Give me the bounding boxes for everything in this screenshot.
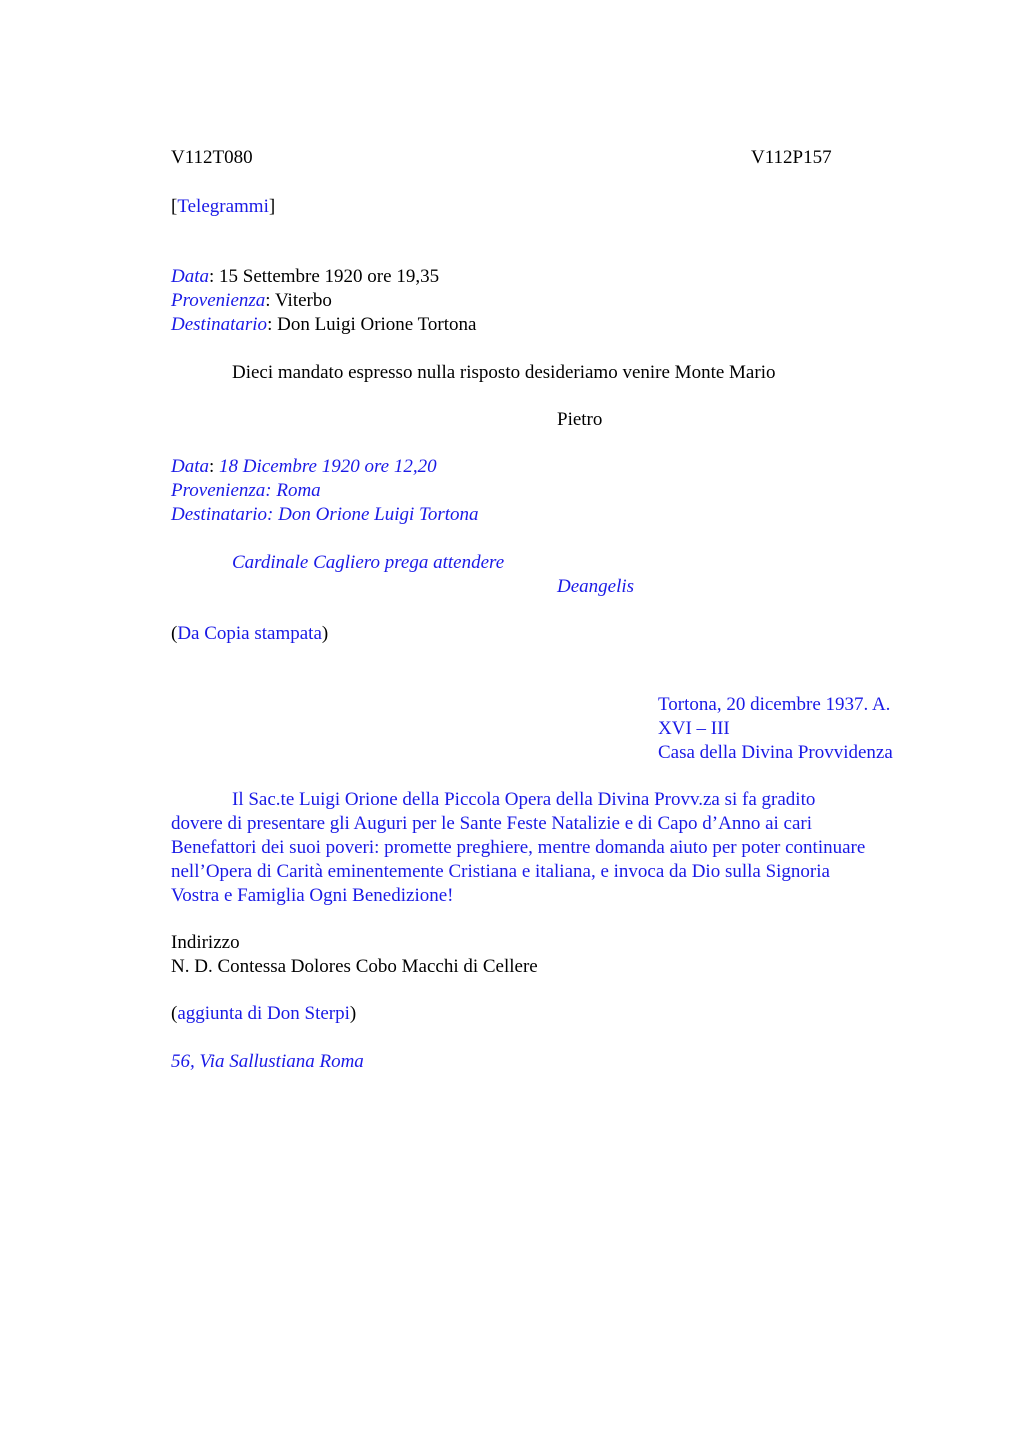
telegram1-provenienza-value: : Viterbo — [265, 290, 332, 311]
telegram1-destinatario-line — [171, 313, 476, 337]
addition-note-close: ) — [349, 1003, 357, 1024]
telegram2-data-value: 18 Dicembre 1920 ore 12,20 — [219, 456, 437, 477]
letter-place-date-line2: XVI – III — [658, 718, 730, 739]
letter-paragraph-line: Vostra e Famiglia Ogni Benedizione! — [171, 885, 454, 906]
letter-place-date-line1: Tortona, 20 dicembre 1937. A. — [658, 694, 891, 715]
telegram1-data-line — [171, 265, 476, 289]
telegram2-data-line — [171, 455, 479, 479]
left-code: V112T080 — [171, 147, 253, 168]
telegram1-destinatario-value: : Don Luigi Orione Tortona — [267, 314, 477, 335]
letter-paragraph — [171, 788, 941, 908]
addition-note — [171, 1002, 356, 1026]
address-block — [171, 931, 538, 979]
letter-paragraph-line: Benefattori dei suoi poveri: promette preghiere, mentre domanda aiuto per poter continuare — [171, 837, 866, 858]
source-note-text: Da Copia stampata — [177, 623, 322, 644]
telegram1-header — [171, 265, 476, 337]
address-label: Indirizzo — [171, 932, 240, 953]
right-code: V112P157 — [751, 147, 832, 168]
telegram1-data-value: : 15 Settembre 1920 ore 19,35 — [209, 266, 440, 287]
telegram1-body: Dieci mandato espresso nulla risposto desideriamo venire Monte Mario — [232, 362, 776, 383]
section-title-text: Telegrammi — [177, 196, 269, 217]
telegram2-header — [171, 455, 479, 527]
telegram1-provenienza-label: Provenienza — [171, 290, 266, 311]
street-address: 56, Via Sallustiana Roma — [171, 1051, 364, 1072]
telegram1-destinatario-label: Destinatario — [171, 314, 268, 335]
telegram1-signature: Pietro — [557, 409, 603, 430]
address-name: N. D. Contessa Dolores Cobo Macchi di Cellere — [171, 956, 538, 977]
letter-institution: Casa della Divina Provvidenza — [658, 742, 893, 763]
section-title-open: [ — [171, 196, 178, 217]
telegram1-provenienza-line — [171, 289, 476, 313]
letter-paragraph-line: Il Sac.te Luigi Orione della Piccola Opera della Divina Provv.za si fa gradito — [232, 789, 816, 810]
telegram2-signature: Deangelis — [557, 576, 635, 597]
telegram2-data-label: Data — [171, 456, 209, 477]
telegram1-data-label: Data — [171, 266, 209, 287]
source-note-close: ) — [321, 623, 329, 644]
letter-paragraph-line: dovere di presentare gli Auguri per le Sante Feste Natalizie e di Capo d’Anno ai cari — [171, 813, 813, 834]
telegram2-provenienza-line: Provenienza: Roma — [171, 480, 321, 501]
telegram2-destinatario-line: Destinatario: Don Orione Luigi Tortona — [171, 504, 479, 525]
addition-note-open: ( — [171, 1003, 178, 1024]
section-title — [171, 195, 275, 219]
source-note — [171, 622, 328, 646]
letter-paragraph-line: nell’Opera di Carità eminentemente Cristiana e italiana, e invoca da Dio sulla Signoria — [171, 861, 830, 882]
letter-place-date — [658, 693, 893, 765]
section-title-close: ] — [268, 196, 276, 217]
source-note-open: ( — [171, 623, 178, 644]
telegram2-data-sep: : — [209, 456, 220, 477]
telegram2-body: Cardinale Cagliero prega attendere — [232, 552, 505, 573]
addition-note-text: aggiunta di Don Sterpi — [177, 1003, 350, 1024]
